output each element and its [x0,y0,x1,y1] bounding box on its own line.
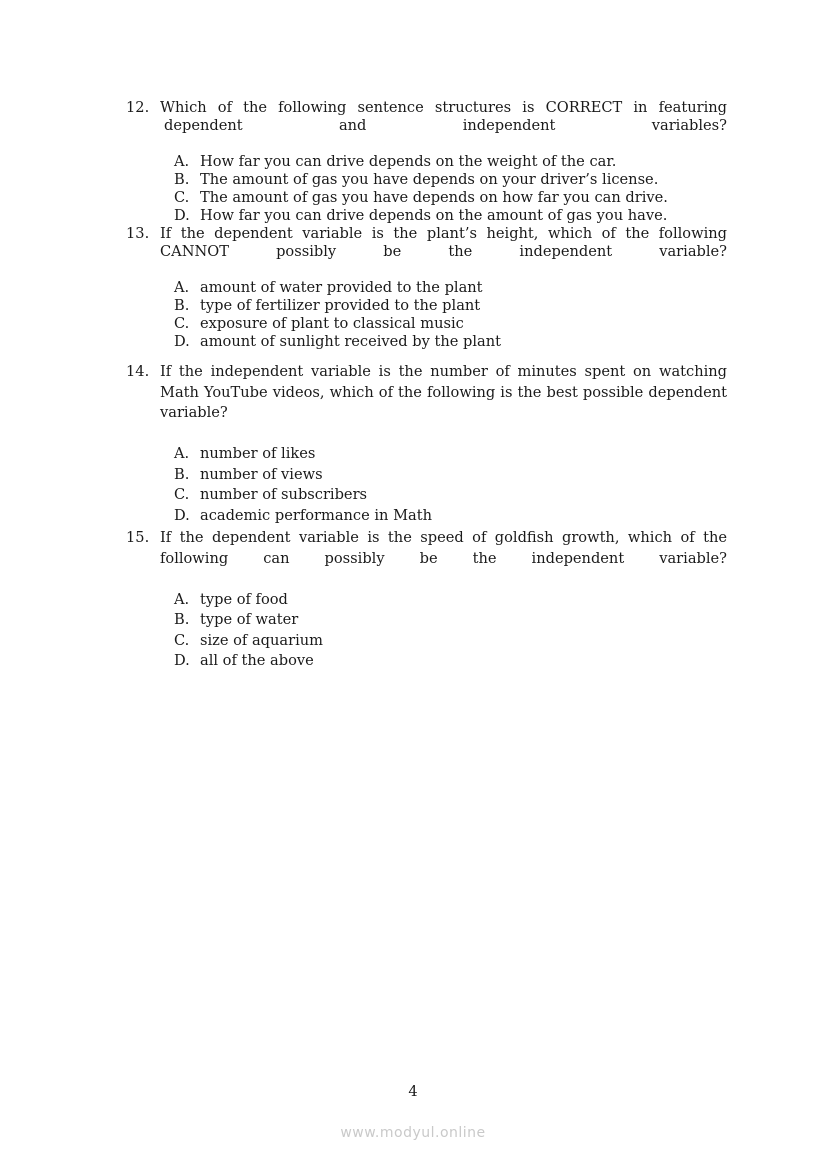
question-number: 12. [126,99,150,116]
option-text: all of the above [200,652,314,670]
option-a [126,590,727,611]
option-d [126,651,727,672]
option-list [126,444,727,526]
option-text: type of fertilizer provided to the plant [200,297,481,314]
question-text: If the dependent variable is the plant’s height, which of the following CANNOT possibly be the independent variable? [160,225,727,260]
question-14 [126,362,727,526]
option-c [126,485,727,506]
option-list [126,590,727,672]
option-text: exposure of plant to classical music [200,315,464,332]
option-text: size of aquarium [200,631,323,649]
option-text: How far you can drive depends on the amount of gas you have. [200,207,668,224]
option-text: number of subscribers [200,486,368,504]
question-13 [126,225,727,351]
option-list [126,153,727,225]
option-d [126,333,727,351]
option-letter: B. [174,611,190,629]
option-letter: A. [174,445,190,462]
option-letter: B. [174,171,190,188]
watermark: www.modyul.online [340,1125,486,1141]
question-12 [126,99,727,225]
option-c [126,631,727,652]
page-number: 4 [408,1083,418,1100]
option-letter: D. [174,506,190,524]
option-letter: B. [174,465,190,483]
option-c [126,189,727,207]
option-b [126,610,727,631]
option-letter: C. [174,486,190,504]
option-b [126,171,727,189]
option-letter: D. [174,333,190,350]
option-b [126,297,727,315]
option-text: The amount of gas you have depends on how far you can drive. [200,189,668,206]
option-text: How far you can drive depends on the weight of the car. [200,153,617,170]
question-number: 15. [126,529,150,546]
option-text: type of food [200,590,288,608]
question-number: 14. [126,363,150,380]
option-d [126,207,727,225]
question-number: 13. [126,225,150,242]
option-text: The amount of gas you have depends on your driver’s license. [200,171,659,188]
option-letter: C. [174,315,190,332]
question-text: If the dependent variable is the speed of goldfish growth, which of the following can possibly be the independent variable? [160,529,727,567]
option-letter: C. [174,631,190,649]
option-c [126,315,727,333]
option-text: amount of sunlight received by the plant [200,333,502,350]
option-d [126,506,727,527]
option-b [126,465,727,486]
question-text: If the independent variable is the number of minutes spent on watching Math YouTube videos, which of the following is the best possible dependent variable? [160,363,727,421]
question-15 [126,528,727,672]
option-a [126,444,727,465]
option-text: academic performance in Math [200,506,432,524]
option-letter: A. [174,279,190,296]
option-text: number of views [200,465,323,483]
option-letter: A. [174,590,190,608]
option-letter: D. [174,207,190,224]
option-a [126,279,727,297]
question-text: Which of the following sentence structures is CORRECT in featuring dependent and independent variables? [160,99,727,134]
option-text: number of likes [200,445,316,462]
option-letter: C. [174,189,190,206]
option-text: amount of water provided to the plant [200,279,483,296]
option-letter: A. [174,153,190,170]
option-letter: D. [174,652,190,670]
option-letter: B. [174,297,190,314]
option-a [126,153,727,171]
option-text: type of water [200,611,299,629]
option-list [126,279,727,351]
